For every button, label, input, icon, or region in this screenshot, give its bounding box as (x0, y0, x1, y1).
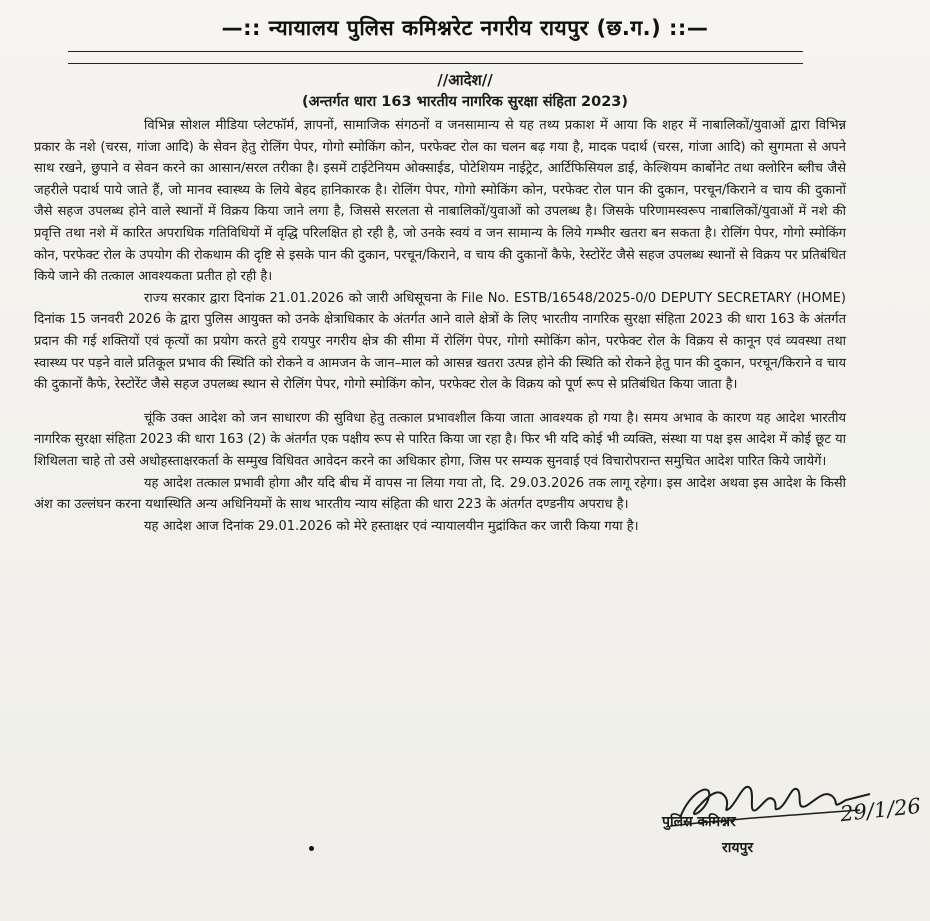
handwritten-date: 29/1/26 (838, 793, 923, 827)
court-header: —:: न्यायालय पुलिस कमिश्नरेट नगरीय रायपुर (छ.ग.) ::— (221, 16, 709, 40)
paragraph-issuance: यह आदेश आज दिनांक 29.01.2026 को मेरे हस्ताक्षर एवं न्यायालयीन मुद्रांकित कर जारी किया गया है। (144, 518, 639, 534)
header-divider-bottom (68, 63, 803, 64)
signatory-city: रायपुर (722, 840, 754, 856)
paragraph-ex-parte: चूंकि उक्त आदेश को जन साधारण की सुविधा हेतु तत्काल प्रभावशील किया जाता आवश्यक हो गया है। समय अभाव के कारण यह आदेश भारतीय नागरिक सुरक्षा संहिता 2023 की धारा 163 (2) के अंतर्गत एक पक्षीय रूप से पारित किया जा रहा है। फिर भी यदि कोई भी व्यक्ति, संस्था या पक्ष इस आदेश में कोई छूट या शिथिलता चाहे तो उसे अधोहस्ताक्षरकर्ता के सम्मुख विधिवत आवेदन करने का अधिकार होगा, जिस पर सम्यक सुनवाई एवं विचारोपरान्त समुचित आदेश पारित किये जायेगें। (34, 410, 846, 469)
order-body (34, 115, 846, 537)
paragraph-validity: यह आदेश तत्काल प्रभावी होगा और यदि बीच में वापस ना लिया गया तो, दि. 29.03.2026 तक लागू रहेगा। इस आदेश अथवा इस आदेश के किसी अंश का उल्लंघन करना यथास्थिति अन्य अधिनियमों के साथ भारतीय न्याय संहिता की धारा 223 के अंतर्गत दण्डनीय अपराध है। (34, 475, 846, 513)
order-subtitle: (अन्तर्गत धारा 163 भारतीय नागरिक सुरक्षा संहिता 2023) (301, 94, 629, 110)
header-divider-top (68, 51, 803, 52)
ink-dot (309, 846, 314, 851)
order-title: //आदेश// (437, 71, 493, 89)
signatory-designation: पुलिस कमिश्नर (662, 814, 736, 830)
paragraph-background: विभिन्न सोशल मीडिया प्लेटफॉर्म, ज्ञापनों, सामाजिक संगठनों व जनसामान्य से यह तथ्य प्रकाश में आया कि शहर में नाबालिकों/युवाओं द्वारा विभिन्न प्रकार के नशे (चरस, गांजा आदि) के सेवन हेतु रोलिंग पेपर, गोगो स्मोकिंग कोन, परफेक्ट रोल का चलन बढ़ गया है, मादक पदार्थ (चरस, गांजा आदि) को सुगमता से अपने साथ रखने, छुपाने व सेवन करने का आसान/सरल तरीका है। इसमें टाईटेनियम ओक्साईड, पोटेशियम नाईट्रेट, आर्टिफिसियल डाई, केल्शियम कार्बोनेट तथा क्लोरिन ब्लीच जैसे जहरीले पदार्थ पाये जाते हैं, जो मानव स्वास्थ्य के लिये बेहद हानिकारक है। रोलिंग पेपर, गोगो स्मोकिंग कोन, परफेक्ट रोल पान की दुकान, परचून/किराने व चाय की दुकानों जैसे सहज उपलब्ध होने वाले स्थानों में विक्रय किया जाने लगा है, जिससे सरलता से नाबालिकों/युवाओं को उपलब्ध है। जिसके परिणामस्वरूप नाबालिकों/युवाओं में नशे की प्रवृत्ति तथा नशे में कारित अपराधिक गतिविधियों में वृद्धि परिलक्षित हो रही है, जो उनके स्वयं व जन सामान्य के लिये गम्भीर खतरा बन सकता है। रोलिंग पेपर, गोगो स्मोकिंग कोन, परफेक्ट रोल के उपयोग की रोकथाम की दृष्टि से इसके पान की दुकान, परचून/किराने, व चाय की दुकानों कैफे, रेस्टोरेंट जैसे सहज उपलब्ध स्थानों से विक्रय पर प्रतिबंधित किये जाने की तत्काल आवश्यकता प्रतीत हो रही है। (34, 118, 846, 285)
paragraph-authority: राज्य सरकार द्वारा दिनांक 21.01.2026 को जारी अधिसूचना के File No. ESTB/16548/2025-0/0 DEPUTY SECRETARY (HOME) दिनांक 15 जनवरी 2026 के द्वारा पुलिस आयुक्त को उनके क्षेत्राधिकार के अंतर्गत आने वाले क्षेत्रों के लिए भारतीय नागरिक सुरक्षा संहिता 2023 की धारा 163 के अंतर्गत प्रदान की गई शक्तियों एवं कृत्यों का प्रयोग करते हुये रायपुर नगरीय क्षेत्र की सीमा में रोलिंग पेपर, गोगो स्मोकिंग कोन, परफेक्ट रोल के विक्रय से कानून एवं व्यवस्था तथा स्वास्थ्य पर पड़ने वाले प्रतिकूल प्रभाव की स्थिति को रोकने व आमजन के जान–माल को आसन्न खतरा उत्पन्न होने की स्थिति को रोकने हेतु पान की दुकान, परचून/किराने व चाय की दुकानों कैफे, रेस्टोरेंट जैसे सहज उपलब्ध स्थान से रोलिंग पेपर, गोगो स्मोकिंग कोन, परफेक्ट रोल के विक्रय को पूर्ण रूप से प्रतिबंधित किया जाता है। (34, 290, 846, 393)
